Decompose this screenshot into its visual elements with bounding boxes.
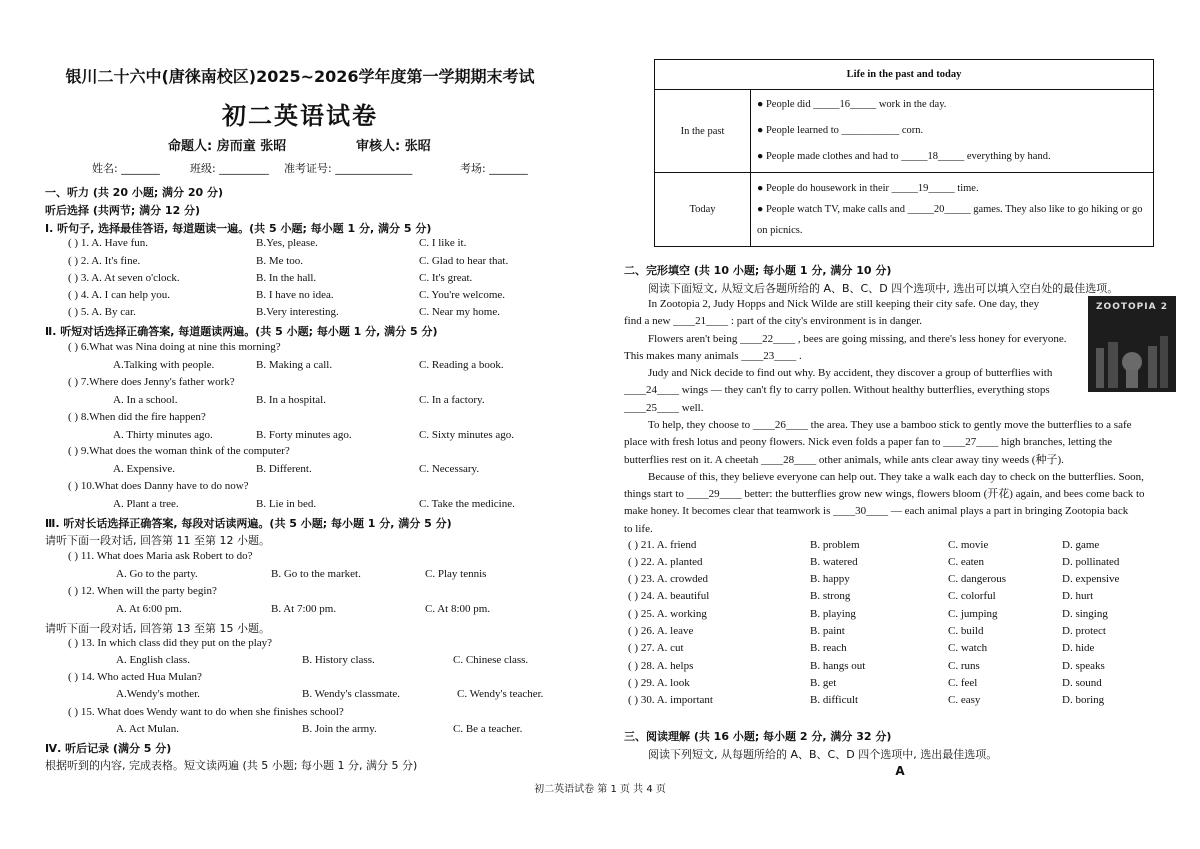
- listen-instruction-1: 请听下面一段对话, 回答第 11 至第 12 小题。: [45, 534, 270, 547]
- question-2-b: B. Me too.: [256, 255, 304, 267]
- passage-line-3: Flowers aren't being ____22____ , bees are going missing, and there's less honey for everyone.: [648, 332, 1067, 345]
- question-4: ( ) 4. A. I can help you.: [68, 289, 171, 301]
- question-11: ( ) 11. What does Maria ask Robert to do?: [68, 550, 253, 562]
- option-27-c: C. watch: [948, 642, 988, 654]
- question-1-c: C. I like it.: [419, 237, 467, 249]
- cloze-passage-bottom: [624, 417, 1180, 538]
- option-25-c: C. jumping: [948, 608, 998, 620]
- option-28: ( ) 28. A. helps: [628, 660, 694, 672]
- option-24-c: C. colorful: [948, 590, 996, 602]
- option-26-c: C. build: [948, 625, 984, 637]
- option-21-c: C. movie: [948, 539, 989, 551]
- question-12-a: A. At 6:00 pm.: [116, 603, 182, 615]
- exam-reviewer: 审核人: 张昭: [356, 139, 431, 154]
- question-14: ( ) 14. Who acted Hua Mulan?: [68, 671, 202, 683]
- option-21: ( ) 21. A. friend: [628, 539, 697, 551]
- question-15-b: B. Join the army.: [302, 723, 377, 735]
- table-title: Life in the past and today: [655, 60, 1154, 90]
- question-12-b: B. At 7:00 pm.: [271, 603, 337, 615]
- passage-A-letter: A: [895, 764, 905, 778]
- option-23-b: B. happy: [810, 573, 850, 585]
- table-past-label: In the past: [655, 90, 751, 173]
- passage-line-8: To help, they choose to ____26____ the area. They use a bamboo stick to gently move the butterflies to a safe: [648, 419, 1132, 431]
- option-25-d: D. singing: [1062, 608, 1108, 620]
- class-field[interactable]: 班级: _________: [190, 162, 269, 175]
- option-30: ( ) 30. A. important: [628, 694, 713, 706]
- question-5-b: B.Very interesting.: [256, 306, 339, 318]
- question-3: ( ) 3. A. At seven o'clock.: [68, 272, 180, 284]
- passage-line-1: In Zootopia 2, Judy Hopps and Nick Wilde are still keeping their city safe. One day, they: [648, 298, 1040, 310]
- option-28-d: D. speaks: [1062, 660, 1105, 672]
- question-6-a: A.Talking with people.: [113, 359, 215, 371]
- option-23: ( ) 23. A. crowded: [628, 573, 709, 585]
- question-9-b: B. Different.: [256, 463, 312, 475]
- option-27-b: B. reach: [810, 642, 847, 654]
- passage-line-5: Judy and Nick decide to find out why. By accident, they discover a group of butterflies with: [648, 367, 1053, 380]
- question-6-b: B. Making a call.: [256, 359, 333, 371]
- question-11-c: C. Play tennis: [425, 568, 487, 580]
- section-IV-heading: Ⅳ. 听后记录 (满分 5 分): [45, 742, 172, 755]
- passage-line-7: ____25____ well.: [624, 401, 704, 414]
- question-8-a: A. Thirty minutes ago.: [113, 429, 213, 441]
- question-13-a: A. English class.: [116, 654, 190, 666]
- question-2-c: C. Glad to hear that.: [419, 255, 509, 267]
- passage-line-4: This makes many animals ____23____ .: [624, 349, 802, 362]
- section-III-heading: Ⅲ. 听对长话选择正确答案, 每段对话读两遍。(共 5 小题; 每小题 1 分, 满分 5 分): [45, 517, 452, 530]
- school-title: 银川二十六中(唐徕南校区)2025~2026学年度第一学期期末考试: [65, 67, 535, 86]
- option-29-d: D. sound: [1062, 677, 1102, 689]
- question-10-b: B. Lie in bed.: [256, 498, 317, 510]
- question-9: ( ) 9.What does the woman think of the computer?: [68, 445, 290, 457]
- option-24: ( ) 24. A. beautiful: [628, 590, 710, 602]
- part1-sub: 听后选择 (共两节; 满分 12 分): [45, 204, 201, 217]
- passage-line-6: ____24____ wings — they can't fly to carry pollen. Without healthy butterflies, everything stops: [624, 384, 1050, 397]
- question-8-b: B. Forty minutes ago.: [256, 429, 352, 441]
- question-13-b: B. History class.: [302, 654, 375, 666]
- question-8: ( ) 8.When did the fire happen?: [68, 411, 206, 423]
- question-13: ( ) 13. In which class did they put on the play?: [68, 637, 273, 649]
- question-14-c: C. Wendy's teacher.: [457, 688, 544, 700]
- option-23-d: D. expensive: [1062, 573, 1120, 585]
- passage-line-13: make honey. It becomes clear that teamwork is ____30____ — each animal plays a part in bringing Zootopia back: [624, 505, 1129, 518]
- ticket-field[interactable]: 准考证号: ______________: [284, 162, 413, 175]
- section-I-heading: Ⅰ. 听句子, 选择最佳答语, 每道题读一遍。(共 5 小题; 每小题 1 分, 满分 5 分): [45, 222, 432, 235]
- listen-instruction-2: 请听下面一段对话, 回答第 13 至第 15 小题。: [45, 622, 270, 635]
- question-14-b: B. Wendy's classmate.: [302, 688, 401, 700]
- option-29: ( ) 29. A. look: [628, 677, 690, 689]
- question-6-c: C. Reading a book.: [419, 359, 504, 371]
- question-3-b: B. In the hall.: [256, 272, 317, 284]
- question-11-a: A. Go to the party.: [116, 568, 198, 580]
- question-5-c: C. Near my home.: [419, 306, 500, 318]
- question-7: ( ) 7.Where does Jenny's father work?: [68, 376, 235, 388]
- question-7-a: A. In a school.: [113, 394, 178, 406]
- option-22-d: D. pollinated: [1062, 556, 1120, 568]
- table-past-cell: [751, 90, 1154, 173]
- option-26-b: B. paint: [810, 625, 845, 637]
- part2-instruction: 阅读下面短文, 从短文后各题所给的 A、B、C、D 四个选项中, 选出可以填入空白处的最佳选项。: [648, 282, 1119, 295]
- question-11-b: B. Go to the market.: [271, 568, 361, 580]
- passage-line-14: to life.: [624, 522, 653, 535]
- option-26: ( ) 26. A. leave: [628, 625, 694, 637]
- passage-line-12: things start to ____29____ better: the butterflies grow new wings, flowers bloom (开花) again, and bees come back to: [624, 488, 1145, 501]
- passage-line-2: find a new ____21____ : part of the city's environment is in danger.: [624, 315, 923, 328]
- question-10-c: C. Take the medicine.: [419, 498, 515, 510]
- option-25-b: B. playing: [810, 608, 856, 620]
- table-today-cell: [751, 173, 1154, 247]
- question-1-b: B.Yes, please.: [256, 237, 318, 249]
- question-15-c: C. Be a teacher.: [453, 723, 523, 735]
- option-27-d: D. hide: [1062, 642, 1095, 654]
- question-2: ( ) 2. A. It's fine.: [68, 255, 141, 267]
- option-29-b: B. get: [810, 677, 837, 689]
- right-page: [600, 0, 1200, 849]
- exam-authors: 命题人: 房而童 张昭: [168, 139, 287, 154]
- option-28-b: B. hangs out: [810, 660, 866, 672]
- question-7-b: B. In a hospital.: [256, 394, 326, 406]
- table-today-row-2: ● People watch TV, make calls and _____20_____ games. They also like to go hiking or go on picnics.: [757, 204, 1143, 236]
- option-27: ( ) 27. A. cut: [628, 642, 684, 654]
- part2-heading: 二、完形填空 (共 10 小题; 每小题 1 分, 满分 10 分): [624, 264, 892, 277]
- question-5: ( ) 5. A. By car.: [68, 306, 136, 318]
- listening-record-table: [654, 59, 1154, 247]
- page-footer: 初二英语试卷 第 1 页 共 4 页: [534, 784, 666, 795]
- option-22-b: B. watered: [810, 556, 858, 568]
- exam-title: 初二英语试卷: [222, 101, 378, 130]
- question-13-c: C. Chinese class.: [453, 654, 529, 666]
- question-6: ( ) 6.What was Nina doing at nine this morning?: [68, 341, 281, 353]
- question-15: ( ) 15. What does Wendy want to do when she finishes school?: [68, 706, 344, 718]
- question-4-c: C. You're welcome.: [419, 289, 506, 301]
- question-10-a: A. Plant a tree.: [113, 498, 179, 510]
- table-today-label: Today: [655, 173, 751, 247]
- cloze-passage-top: [624, 296, 1084, 417]
- option-21-d: D. game: [1062, 539, 1100, 551]
- question-9-a: A. Expensive.: [113, 463, 176, 475]
- option-24-b: B. strong: [810, 590, 851, 602]
- option-22: ( ) 22. A. planted: [628, 556, 703, 568]
- table-past-row-3: ● People made clothes and had to _____18_____ everything by hand.: [757, 151, 1051, 162]
- question-12-c: C. At 8:00 pm.: [425, 603, 491, 615]
- option-30-d: D. boring: [1062, 694, 1105, 706]
- question-9-c: C. Necessary.: [419, 463, 480, 475]
- question-15-a: A. Act Mulan.: [116, 723, 179, 735]
- part3-heading: 三、阅读理解 (共 16 小题; 每小题 2 分, 满分 32 分): [624, 730, 892, 743]
- table-today-row-1: ● People do housework in their _____19_____ time.: [757, 183, 979, 194]
- question-14-a: A.Wendy's mother.: [116, 688, 200, 700]
- question-12: ( ) 12. When will the party begin?: [68, 585, 217, 597]
- option-30-c: C. easy: [948, 694, 981, 706]
- question-1: ( ) 1. A. Have fun.: [68, 237, 149, 249]
- passage-line-9: place with fresh lotus and peony flowers. Nick even folds a paper fan to ____27____ high branches, letting the: [624, 436, 1113, 449]
- question-7-c: C. In a factory.: [419, 394, 485, 406]
- part3-instruction: 阅读下列短文, 从每题所给的 A、B、C、D 四个选项中, 选出最佳选项。: [648, 748, 998, 761]
- option-25: ( ) 25. A. working: [628, 608, 707, 620]
- option-22-c: C. eaten: [948, 556, 985, 568]
- question-4-b: B. I have no idea.: [256, 289, 334, 301]
- option-23-c: C. dangerous: [948, 573, 1007, 585]
- section-II-heading: Ⅱ. 听短对话选择正确答案, 每道题读两遍。(共 5 小题; 每小题 1 分, 满分 5 分): [45, 325, 438, 338]
- zootopia-poster-image: [1088, 296, 1176, 392]
- option-26-d: D. protect: [1062, 625, 1106, 637]
- section-IV-desc: 根据听到的内容, 完成表格。短文读两遍 (共 5 小题; 每小题 1 分, 满分 5 分): [45, 759, 418, 772]
- option-24-d: D. hurt: [1062, 590, 1094, 602]
- question-10: ( ) 10.What does Danny have to do now?: [68, 480, 249, 492]
- part1-heading: 一、听力 (共 20 小题; 满分 20 分): [45, 186, 224, 199]
- option-21-b: B. problem: [810, 539, 860, 551]
- question-8-c: C. Sixty minutes ago.: [419, 429, 515, 441]
- passage-line-10: butterflies rest on it. A cheetah ____28____ other animals, while ants clear away tiny weeds (种子).: [624, 453, 1064, 466]
- option-28-c: C. runs: [948, 660, 980, 672]
- passage-line-11: Because of this, they believe everyone can help out. They take a walk each day to check on the butterflies. Soon,: [648, 470, 1144, 483]
- table-past-row-1: ● People did _____16_____ work in the day.: [757, 99, 947, 110]
- poster-title: ZOOTOPIA 2: [1096, 302, 1168, 312]
- option-30-b: B. difficult: [810, 694, 859, 706]
- option-29-c: C. feel: [948, 677, 978, 689]
- room-field[interactable]: 考场: _______: [460, 162, 528, 175]
- table-past-row-2: ● People learned to ___________ corn.: [757, 125, 924, 136]
- name-field[interactable]: 姓名: _______: [92, 162, 160, 175]
- question-3-c: C. It's great.: [419, 272, 473, 284]
